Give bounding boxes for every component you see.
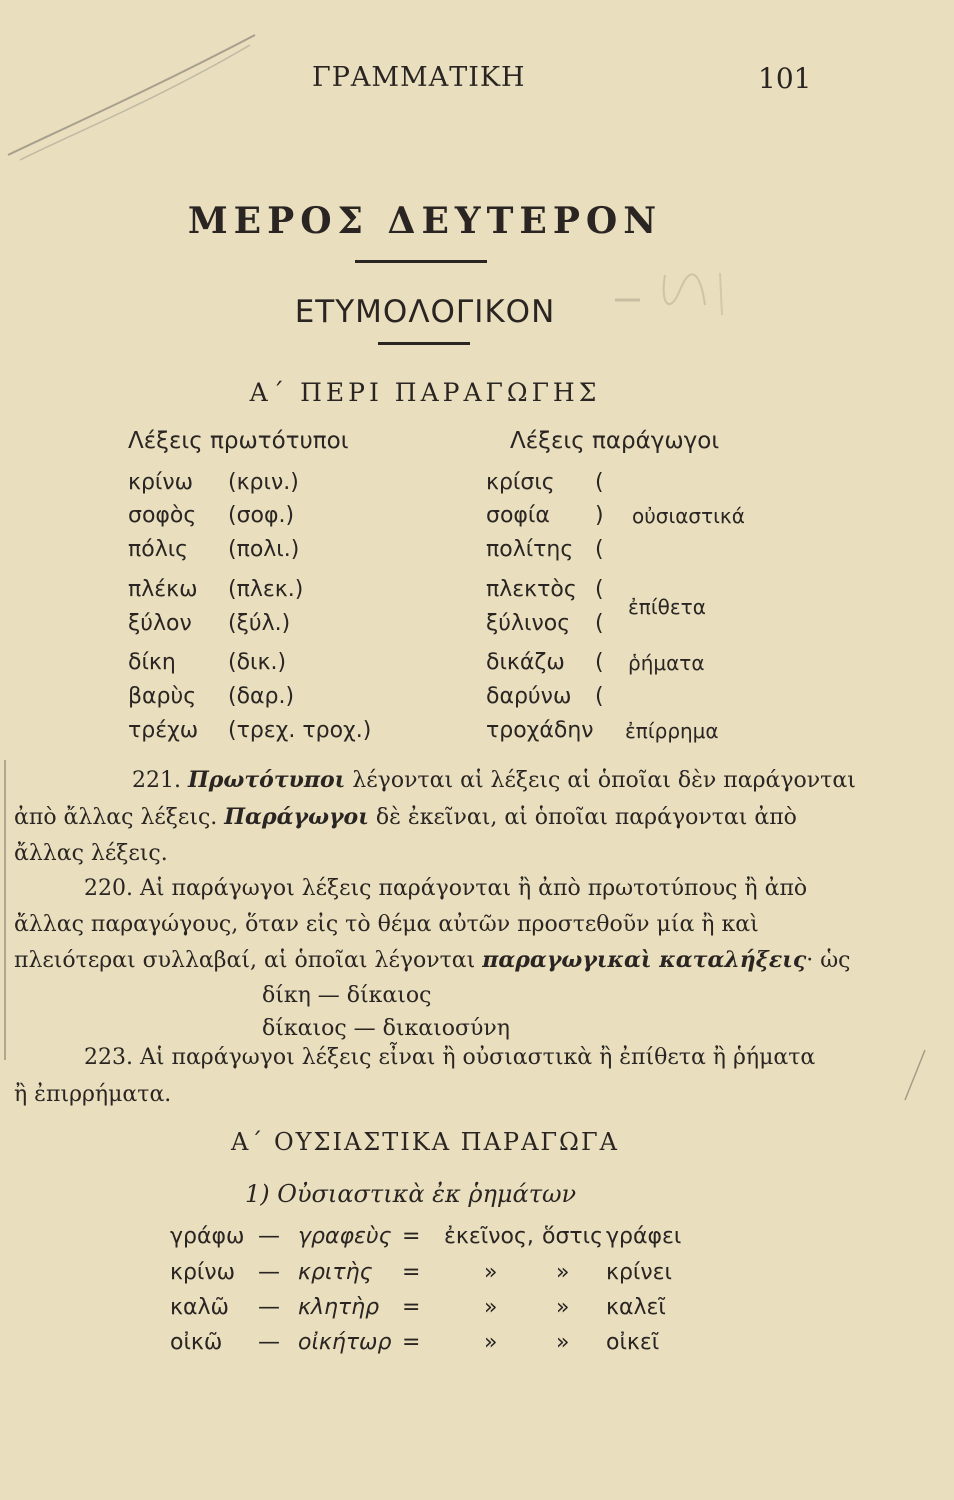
- derived-word: δικάζω: [486, 650, 565, 675]
- derived-noun: οἰκήτωρ: [298, 1330, 392, 1355]
- etymology-rule: [378, 342, 470, 345]
- ditto-mark: »: [556, 1330, 570, 1355]
- equals-sign: =: [402, 1295, 421, 1320]
- root-word: τρέχω: [128, 718, 199, 743]
- root-word: πλέκω: [128, 577, 198, 602]
- paragraph-text: Αἱ παράγωγοι λέξεις εἶναι ἢ οὐσιαστικὰ ἢ ἐπίθετα ἢ ῥήματα: [139, 1045, 816, 1070]
- dash: —: [258, 1295, 280, 1320]
- bracket-mark: ): [595, 503, 604, 528]
- ditto-mark: »: [484, 1260, 498, 1285]
- gloss: ἐκεῖνος,: [444, 1224, 534, 1249]
- paragraph-number: 220.: [84, 876, 133, 901]
- bracket-mark: (: [595, 650, 604, 675]
- paragraph-220-line2: ἄλλας παραγώγους, ὅταν εἰς τὸ θέμα αὐτῶν προστεθοῦν μία ἢ καὶ: [14, 912, 759, 937]
- ditto-mark: »: [556, 1260, 570, 1285]
- derived-noun: κριτὴς: [298, 1260, 373, 1285]
- gloss: γράφει: [606, 1224, 682, 1249]
- bracket-mark: (: [595, 684, 604, 709]
- category-verbs: ῥήματα: [628, 651, 705, 675]
- running-head: ΓΡΑΜΜΑΤΙΚΗ: [312, 62, 526, 93]
- verb: κρίνω: [170, 1260, 236, 1285]
- dash: —: [258, 1260, 280, 1285]
- derived-word: πολίτης: [486, 537, 574, 562]
- subsection-title: Α΄ ΟΥΣΙΑΣΤΙΚΑ ΠΑΡΑΓΩΓΑ: [231, 1128, 619, 1156]
- root-word: ξύλον: [128, 611, 192, 636]
- subsubsection-title: 1) Οὐσιαστικὰ ἐκ ῥημάτων: [245, 1180, 577, 1208]
- root-word: πόλις: [128, 537, 189, 562]
- term-paragogoi: Παράγωγοι: [224, 804, 369, 830]
- page-edge-mark: [4, 760, 6, 1060]
- ditto-mark: »: [484, 1295, 498, 1320]
- paragraph-text: Αἱ παράγωγοι λέξεις παράγονται ἢ ἀπὸ πρωτοτύπους ἢ ἀπὸ: [139, 876, 808, 901]
- part-title: ΜΕΡΟΣ ΔΕΥΤΕΡΟΝ: [187, 200, 663, 242]
- gloss: κρίνει: [606, 1260, 672, 1285]
- paragraph-221-line1: [132, 767, 856, 793]
- term-protoypoi: Πρωτότυποι: [187, 767, 346, 793]
- gloss: ὅστις: [542, 1224, 604, 1249]
- derived-word: κρίσις: [486, 470, 555, 495]
- root-word: σοφὸς: [128, 503, 197, 528]
- left-column-header: Λέξεις πρωτότυποι: [128, 428, 349, 454]
- etymology-heading: ΕΤΥΜΟΛΟΓΙΚΟΝ: [294, 294, 556, 330]
- dash: —: [258, 1224, 280, 1249]
- paragraph-text: δὲ ἐκεῖναι, αἱ ὁποῖαι παράγονται ἀπὸ: [375, 805, 797, 830]
- right-column-header: Λέξεις παράγωγοι: [510, 428, 720, 454]
- title-rule: [355, 260, 487, 263]
- paragraph-223-line1: [84, 1045, 815, 1070]
- paragraph-text: πλειότεραι συλλαβαί, αἱ ὁποῖαι λέγονται: [14, 948, 476, 973]
- bracket-mark: (: [595, 577, 604, 602]
- derived-noun: κλητὴρ: [298, 1295, 380, 1320]
- paragraph-223-line2: ἢ ἐπιρρήματα.: [14, 1082, 172, 1107]
- root-stem: (πολι.): [228, 537, 300, 562]
- derived-word: ξύλινος: [486, 611, 571, 636]
- verb: οἰκῶ: [170, 1330, 223, 1355]
- root-stem: (πλεκ.): [228, 577, 304, 602]
- equals-sign: =: [402, 1330, 421, 1355]
- bracket-mark: (: [595, 537, 604, 562]
- root-stem: (δικ.): [228, 650, 287, 675]
- paragraph-text: · ὡς: [806, 948, 851, 973]
- example-line-1: δίκη — δίκαιος: [262, 983, 432, 1008]
- paragraph-220-line3: [14, 947, 851, 973]
- category-adjectives: ἐπίθετα: [628, 595, 706, 619]
- verb: καλῶ: [170, 1295, 229, 1320]
- page-number: 101: [758, 62, 812, 95]
- derived-word: σοφία: [486, 503, 550, 528]
- dash: —: [258, 1330, 280, 1355]
- ditto-mark: »: [484, 1330, 498, 1355]
- gloss: καλεῖ: [606, 1295, 666, 1320]
- example-line-2: δίκαιος — δικαιοσύνη: [262, 1016, 510, 1041]
- root-stem: (ξύλ.): [228, 611, 291, 636]
- ditto-mark: »: [556, 1295, 570, 1320]
- root-word: κρίνω: [128, 470, 194, 495]
- paragraph-number: 221.: [132, 768, 181, 793]
- equals-sign: =: [402, 1260, 421, 1285]
- root-stem: (κριν.): [228, 470, 299, 495]
- bracket-mark: (: [595, 470, 604, 495]
- category-adverb: ἐπίρρημα: [625, 719, 719, 743]
- derived-noun: γραφεὺς: [298, 1224, 392, 1249]
- bracket-mark: (: [595, 611, 604, 636]
- derived-word: πλεκτὸς: [486, 577, 577, 602]
- term-paragogikai-kataliskeis: παραγωγικαὶ καταλήξεις: [482, 947, 807, 973]
- root-word: δίκη: [128, 650, 176, 675]
- paragraph-text: λέγονται αἱ λέξεις αἱ ὁποῖαι δὲν παράγονται: [352, 768, 856, 793]
- section-title: Α΄ ΠΕΡΙ ΠΑΡΑΓΩΓΗΣ: [249, 378, 601, 407]
- root-stem: (δαρ.): [228, 684, 295, 709]
- verb: γράφω: [170, 1224, 245, 1249]
- margin-slash-mark: [895, 1045, 935, 1105]
- paragraph-221-line3: ἄλλας λέξεις.: [14, 841, 168, 866]
- paragraph-text: ἀπὸ ἄλλας λέξεις.: [14, 805, 218, 830]
- root-stem: (τρεχ. τροχ.): [228, 718, 372, 743]
- root-stem: (σοφ.): [228, 503, 295, 528]
- pencil-stroke-mark: [0, 20, 270, 170]
- gloss: οἰκεῖ: [606, 1330, 660, 1355]
- paragraph-221-line2: [14, 804, 797, 830]
- derived-word: τροχάδην: [486, 718, 594, 743]
- category-nouns: οὐσιαστικά: [632, 504, 745, 528]
- paragraph-220-line1: [84, 876, 807, 901]
- root-word: βαρὺς: [128, 684, 197, 709]
- derived-word: δαρύνω: [486, 684, 572, 709]
- equals-sign: =: [402, 1224, 421, 1249]
- paragraph-number: 223.: [84, 1045, 133, 1070]
